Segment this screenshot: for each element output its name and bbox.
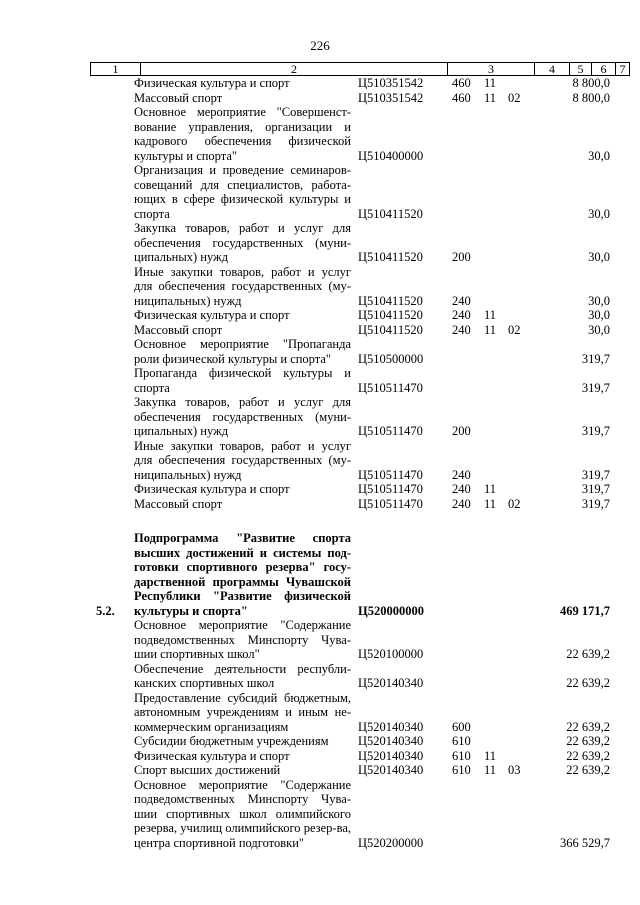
- table-row: [0, 366, 640, 395]
- row-name: Организация и проведение семинаров-совещаний для специалистов, работа-ющих в сфере физической культуры и спорта: [134, 163, 351, 221]
- row-name: Иные закупки товаров, работ и услуг для обеспечения государственных (му-ниципальных) нужд: [134, 438, 351, 482]
- row-name: Массовый спорт: [134, 322, 223, 337]
- row-section: 11: [484, 496, 497, 511]
- row-sum: 30,0: [588, 322, 610, 337]
- table-row: [0, 163, 640, 221]
- row-name: Физическая культура и спорт: [134, 482, 290, 496]
- row-name: Основное мероприятие "Содержание подведомственных Минспорту Чува-шии спортивных школ олимпийского резерва, училищ олимпийского резер-ва, центра спортивной подготовки": [134, 777, 351, 850]
- row-code: Ц510411520: [358, 322, 423, 337]
- row-expense-type: 460: [452, 90, 471, 105]
- row-expense-type: 240: [452, 467, 471, 482]
- row-code: Ц510411520: [358, 206, 423, 221]
- row-code: Ц520100000: [358, 647, 424, 661]
- row-expense-type: 610: [452, 734, 471, 748]
- row-code: Ц510411520: [358, 308, 423, 322]
- row-code: Ц510511470: [358, 496, 423, 511]
- table-row: [0, 531, 640, 618]
- row-sum: 22 639,2: [566, 748, 610, 763]
- row-name: Предоставление субсидий бюджетным, автономным учреждениям и иным не-коммерческим организациям: [134, 690, 351, 734]
- row-code: Ц510511470: [358, 467, 423, 482]
- row-sum: 30,0: [588, 250, 610, 264]
- row-section: 11: [484, 76, 497, 90]
- table-row: [0, 308, 640, 323]
- row-name: Обеспечение деятельности республи-канских спортивных школ: [134, 661, 351, 690]
- row-expense-type: 610: [452, 763, 471, 777]
- row-code: Ц520200000: [358, 835, 424, 850]
- table-row: [0, 734, 640, 749]
- row-subsection: 02: [508, 496, 521, 511]
- row-code: Ц510511470: [358, 482, 423, 496]
- row-sum: 22 639,2: [566, 763, 610, 777]
- table-row: [0, 763, 640, 778]
- row-sum: 319,7: [581, 424, 610, 438]
- row-name: Основное мероприятие "Совершенст-вование управления, организации и кадрового обеспечения физической культуры и спорта": [134, 105, 351, 163]
- row-name: Подпрограмма "Развитие спорта высших достижений и системы под-готовки спортивного резерва" госу-дарственной программы Чувашской Республики "Развитие физической культуры и спорта": [134, 531, 351, 618]
- row-section: 11: [484, 482, 497, 496]
- table-row: [0, 395, 640, 439]
- row-section: 11: [484, 308, 497, 322]
- row-sum: 22 639,2: [566, 719, 610, 734]
- row-code: Ц520140340: [358, 719, 424, 734]
- header-col-1: 1: [91, 63, 141, 75]
- row-section: 11: [484, 748, 497, 763]
- row-section: 11: [484, 763, 497, 777]
- row-expense-type: 200: [452, 250, 471, 264]
- row-subsection: 02: [508, 90, 521, 105]
- header-col-3: 3: [448, 63, 535, 75]
- row-name: Основное мероприятие "Пропаганда роли физической культуры и спорта": [134, 337, 351, 366]
- row-section: 11: [484, 90, 497, 105]
- row-name: Пропаганда физической культуры и спорта: [134, 366, 351, 395]
- row-name: Физическая культура и спорт: [134, 308, 290, 322]
- row-sum: 22 639,2: [566, 647, 610, 661]
- row-sum: 22 639,2: [566, 676, 610, 690]
- header-col-2: 2: [141, 63, 448, 75]
- table-row: [0, 497, 640, 512]
- row-sum: 30,0: [588, 206, 610, 221]
- row-sum: 319,7: [581, 496, 610, 511]
- row-code: Ц520140340: [358, 676, 424, 690]
- table-row: [0, 105, 640, 163]
- row-expense-type: 240: [452, 496, 471, 511]
- row-name: Спорт высших достижений: [134, 763, 281, 777]
- row-name: Иные закупки товаров, работ и услуг для обеспечения государственных (му-ниципальных) нужд: [134, 264, 351, 308]
- row-code: Ц520140340: [358, 734, 424, 748]
- row-sum: 8 800,0: [572, 76, 610, 90]
- row-sum: 22 639,2: [566, 734, 610, 748]
- row-code: Ц510511470: [358, 424, 423, 438]
- row-subsection: 03: [508, 763, 521, 777]
- row-name: Основное мероприятие "Содержание подведомственных Минспорту Чува-шии спортивных школ": [134, 618, 351, 661]
- row-sum: 319,7: [581, 351, 610, 366]
- row-name: Физическая культура и спорт: [134, 76, 290, 90]
- row-expense-type: 240: [452, 322, 471, 337]
- row-name: Субсидии бюджетным учреждениям: [134, 734, 329, 748]
- table-row: [0, 482, 640, 497]
- table-row: [0, 691, 640, 735]
- row-code: Ц520000000: [358, 603, 424, 618]
- table-row: [0, 662, 640, 691]
- row-subsection: 02: [508, 322, 521, 337]
- row-expense-type: 200: [452, 424, 471, 438]
- row-code: Ц510400000: [358, 148, 424, 163]
- row-code: Ц510411520: [358, 250, 423, 264]
- row-name: Закупка товаров, работ и услуг для обеспечения государственных (муни-ципальных) нужд: [134, 395, 351, 438]
- table-row: [0, 323, 640, 338]
- row-code: Ц510411520: [358, 293, 423, 308]
- row-code: Ц510351542: [358, 90, 424, 105]
- row-sum: 319,7: [581, 482, 610, 496]
- row-expense-type: 460: [452, 76, 471, 90]
- row-name: Массовый спорт: [134, 496, 223, 511]
- row-expense-type: 240: [452, 308, 471, 322]
- row-number: 5.2.: [96, 603, 115, 618]
- header-col-5: 5: [570, 63, 592, 75]
- row-sum: 319,7: [581, 380, 610, 395]
- row-sum: 366 529,7: [560, 835, 610, 850]
- table-row: [0, 439, 640, 483]
- table-row: [0, 265, 640, 309]
- row-code: Ц510500000: [358, 351, 424, 366]
- table-row: [0, 221, 640, 265]
- row-sum: 469 171,7: [560, 603, 610, 618]
- table-row: [0, 618, 640, 662]
- row-name: Массовый спорт: [134, 90, 223, 105]
- table-row: [0, 337, 640, 366]
- row-expense-type: 240: [452, 293, 471, 308]
- table-header: [90, 62, 630, 76]
- row-expense-type: 600: [452, 719, 471, 734]
- row-code: Ц520140340: [358, 748, 424, 763]
- header-col-6: 6: [592, 63, 616, 75]
- row-sum: 319,7: [581, 467, 610, 482]
- header-col-4: 4: [535, 63, 570, 75]
- row-expense-type: 610: [452, 748, 471, 763]
- row-section: 11: [484, 322, 497, 337]
- row-code: Ц510351542: [358, 76, 424, 90]
- table-row: [0, 778, 640, 851]
- table-row: [0, 76, 640, 91]
- page-number: 226: [310, 38, 330, 53]
- row-code: Ц520140340: [358, 763, 424, 777]
- row-name: Закупка товаров, работ и услуг для обеспечения государственных (муни-ципальных) нужд: [134, 221, 351, 264]
- row-sum: 8 800,0: [572, 90, 610, 105]
- row-sum: 30,0: [588, 293, 610, 308]
- row-sum: 30,0: [588, 148, 610, 163]
- row-name: Физическая культура и спорт: [134, 748, 290, 763]
- row-expense-type: 240: [452, 482, 471, 496]
- row-code: Ц510511470: [358, 380, 423, 395]
- table-row: [0, 749, 640, 764]
- row-sum: 30,0: [588, 308, 610, 322]
- header-col-7: 7: [619, 62, 626, 76]
- table-row: [0, 91, 640, 106]
